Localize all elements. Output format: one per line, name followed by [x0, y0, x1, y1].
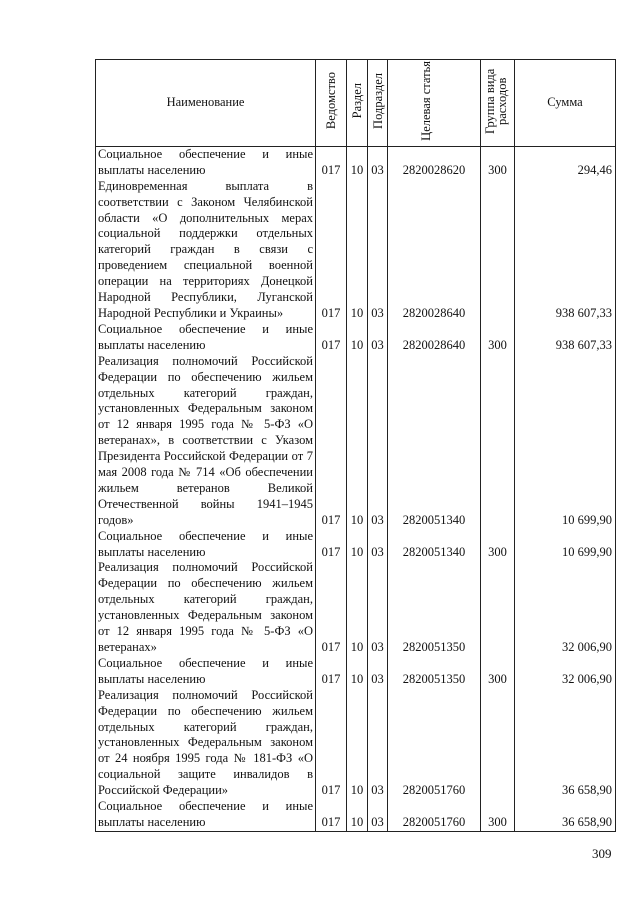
header-row [96, 60, 616, 147]
row-celevaya-statya: 2820051350 [388, 560, 481, 655]
row-vedomstvo: 017 [316, 656, 347, 688]
page-number: 309 [592, 846, 612, 861]
row-gruppa [481, 179, 515, 322]
budget-table [95, 59, 616, 832]
table-row [96, 529, 616, 561]
header-gruppa: Группа вида расходов [481, 60, 515, 147]
row-gruppa [481, 688, 515, 799]
header-celevaya-statya: Целевая статья [388, 60, 481, 147]
row-vedomstvo: 017 [316, 179, 347, 322]
table-row [96, 688, 616, 799]
row-podrazdel: 03 [368, 354, 388, 529]
row-name: Социальное обеспечение и иные выплаты населению [96, 146, 316, 178]
header-vedomstvo: Ведомство [316, 60, 347, 147]
row-celevaya-statya: 2820051350 [388, 656, 481, 688]
row-summa: 32 006,90 [515, 560, 616, 655]
row-vedomstvo: 017 [316, 799, 347, 831]
row-podrazdel: 03 [368, 179, 388, 322]
row-name: Социальное обеспечение и иные выплаты населению [96, 529, 316, 561]
row-name: Реализация полномочий Российской Федерации по обеспечению жильем отдельных категорий граждан, установленных Федеральным законом от 12 января 1995 года № 5-ФЗ «О ветеранах» [96, 560, 316, 655]
row-podrazdel: 03 [368, 529, 388, 561]
row-summa: 32 006,90 [515, 656, 616, 688]
row-gruppa [481, 560, 515, 655]
row-podrazdel: 03 [368, 560, 388, 655]
header-razdel: Раздел [347, 60, 368, 147]
row-summa: 36 658,90 [515, 688, 616, 799]
row-summa: 294,46 [515, 146, 616, 178]
row-vedomstvo: 017 [316, 688, 347, 799]
row-podrazdel: 03 [368, 322, 388, 354]
row-vedomstvo: 017 [316, 529, 347, 561]
row-razdel: 10 [347, 688, 368, 799]
row-podrazdel: 03 [368, 688, 388, 799]
row-summa: 36 658,90 [515, 799, 616, 831]
table-row [96, 799, 616, 831]
row-celevaya-statya: 2820051340 [388, 354, 481, 529]
row-razdel: 10 [347, 529, 368, 561]
header-summa: Сумма [515, 60, 616, 147]
header-name: Наименование [96, 60, 316, 147]
row-summa: 10 699,90 [515, 529, 616, 561]
row-gruppa: 300 [481, 799, 515, 831]
row-gruppa: 300 [481, 146, 515, 178]
row-celevaya-statya: 2820051760 [388, 799, 481, 831]
row-vedomstvo: 017 [316, 560, 347, 655]
header-podrazdel: Подраздел [368, 60, 388, 147]
table-row [96, 656, 616, 688]
row-razdel: 10 [347, 560, 368, 655]
row-razdel: 10 [347, 354, 368, 529]
row-celevaya-statya: 2820051760 [388, 688, 481, 799]
row-name: Реализация полномочий Российской Федерации по обеспечению жильем отдельных категорий граждан, установленных Федеральным законом от 24 ноября 1995 года № 181-ФЗ «О социальной защите инвалидов в Российской Федерации» [96, 688, 316, 799]
row-celevaya-statya: 2820028620 [388, 146, 481, 178]
row-name: Социальное обеспечение и иные выплаты населению [96, 656, 316, 688]
row-name: Реализация полномочий Российской Федерации по обеспечению жильем отдельных категорий граждан, установленных Федеральным законом от 12 января 1995 года № 5-ФЗ «О ветеранах», в соответствии с Указом Президента Российской Федерации от 7 мая 2008 года № 714 «Об обеспечении жильем ветеранов Великой Отечественной войны 1941–1945 годов» [96, 354, 316, 529]
row-gruppa [481, 354, 515, 529]
table-row [96, 354, 616, 529]
row-gruppa: 300 [481, 529, 515, 561]
row-vedomstvo: 017 [316, 354, 347, 529]
row-name: Социальное обеспечение и иные выплаты населению [96, 322, 316, 354]
table-row [96, 560, 616, 655]
table-row [96, 322, 616, 354]
row-summa: 10 699,90 [515, 354, 616, 529]
row-name: Социальное обеспечение и иные выплаты населению [96, 799, 316, 831]
row-razdel: 10 [347, 656, 368, 688]
row-razdel: 10 [347, 322, 368, 354]
row-vedomstvo: 017 [316, 146, 347, 178]
row-razdel: 10 [347, 179, 368, 322]
row-razdel: 10 [347, 146, 368, 178]
row-celevaya-statya: 2820051340 [388, 529, 481, 561]
row-celevaya-statya: 2820028640 [388, 179, 481, 322]
row-gruppa: 300 [481, 656, 515, 688]
row-summa: 938 607,33 [515, 322, 616, 354]
row-gruppa: 300 [481, 322, 515, 354]
row-celevaya-statya: 2820028640 [388, 322, 481, 354]
row-name: Единовременная выплата в соответствии с Законом Челябинской области «О дополнительных мерах социальной поддержки отдельных категорий граждан в связи с проведением специальной военной операции на территориях Донецкой Народной Республики, Луганской Народной Республики и Украины» [96, 179, 316, 322]
table-row [96, 146, 616, 178]
row-podrazdel: 03 [368, 146, 388, 178]
row-vedomstvo: 017 [316, 322, 347, 354]
row-podrazdel: 03 [368, 656, 388, 688]
row-podrazdel: 03 [368, 799, 388, 831]
table-row [96, 179, 616, 322]
row-razdel: 10 [347, 799, 368, 831]
row-summa: 938 607,33 [515, 179, 616, 322]
